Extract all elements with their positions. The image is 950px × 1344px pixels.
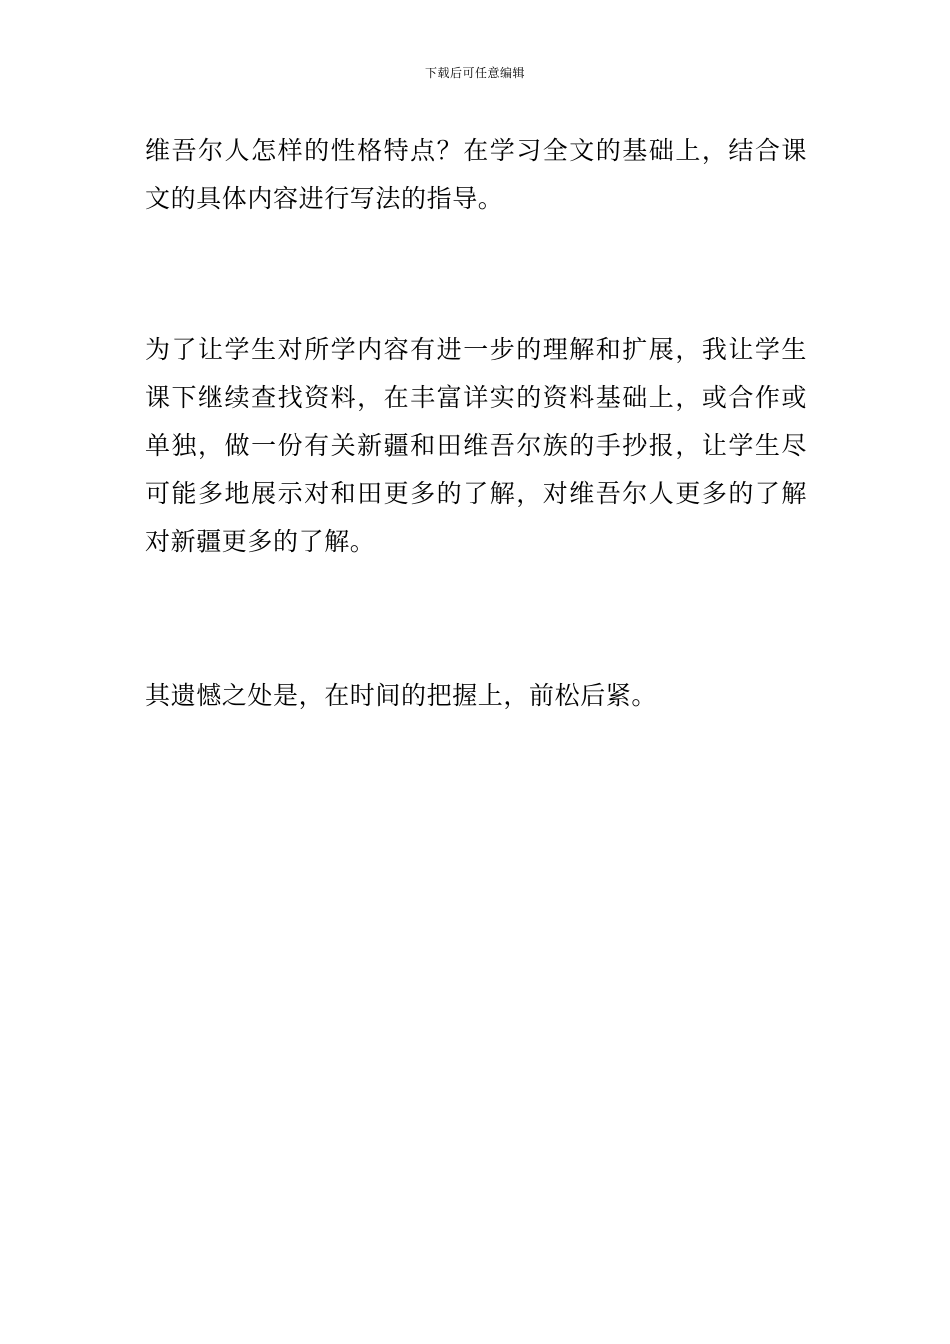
paragraph-extension-activity: 为了让学生对所学内容有进一步的理解和扩展，我让学生课下继续查找资料，在丰富详实的资料基础上，或合作或单独，做一份有关新疆和田维吾尔族的手抄报，让学生尽可能多地展示对和田更多的了解，对维吾尔人更多的了解对新疆更多的了解。: [145, 335, 807, 556]
paragraph-regret: 其遗憾之处是，在时间的把握上，前松后紧。: [145, 681, 658, 710]
paragraph-character-traits: 维吾尔人怎样的性格特点？在学习全文的基础上，结合课文的具体内容进行写法的指导。: [145, 136, 807, 213]
page-header: 下载后可任意编辑: [424, 66, 525, 80]
